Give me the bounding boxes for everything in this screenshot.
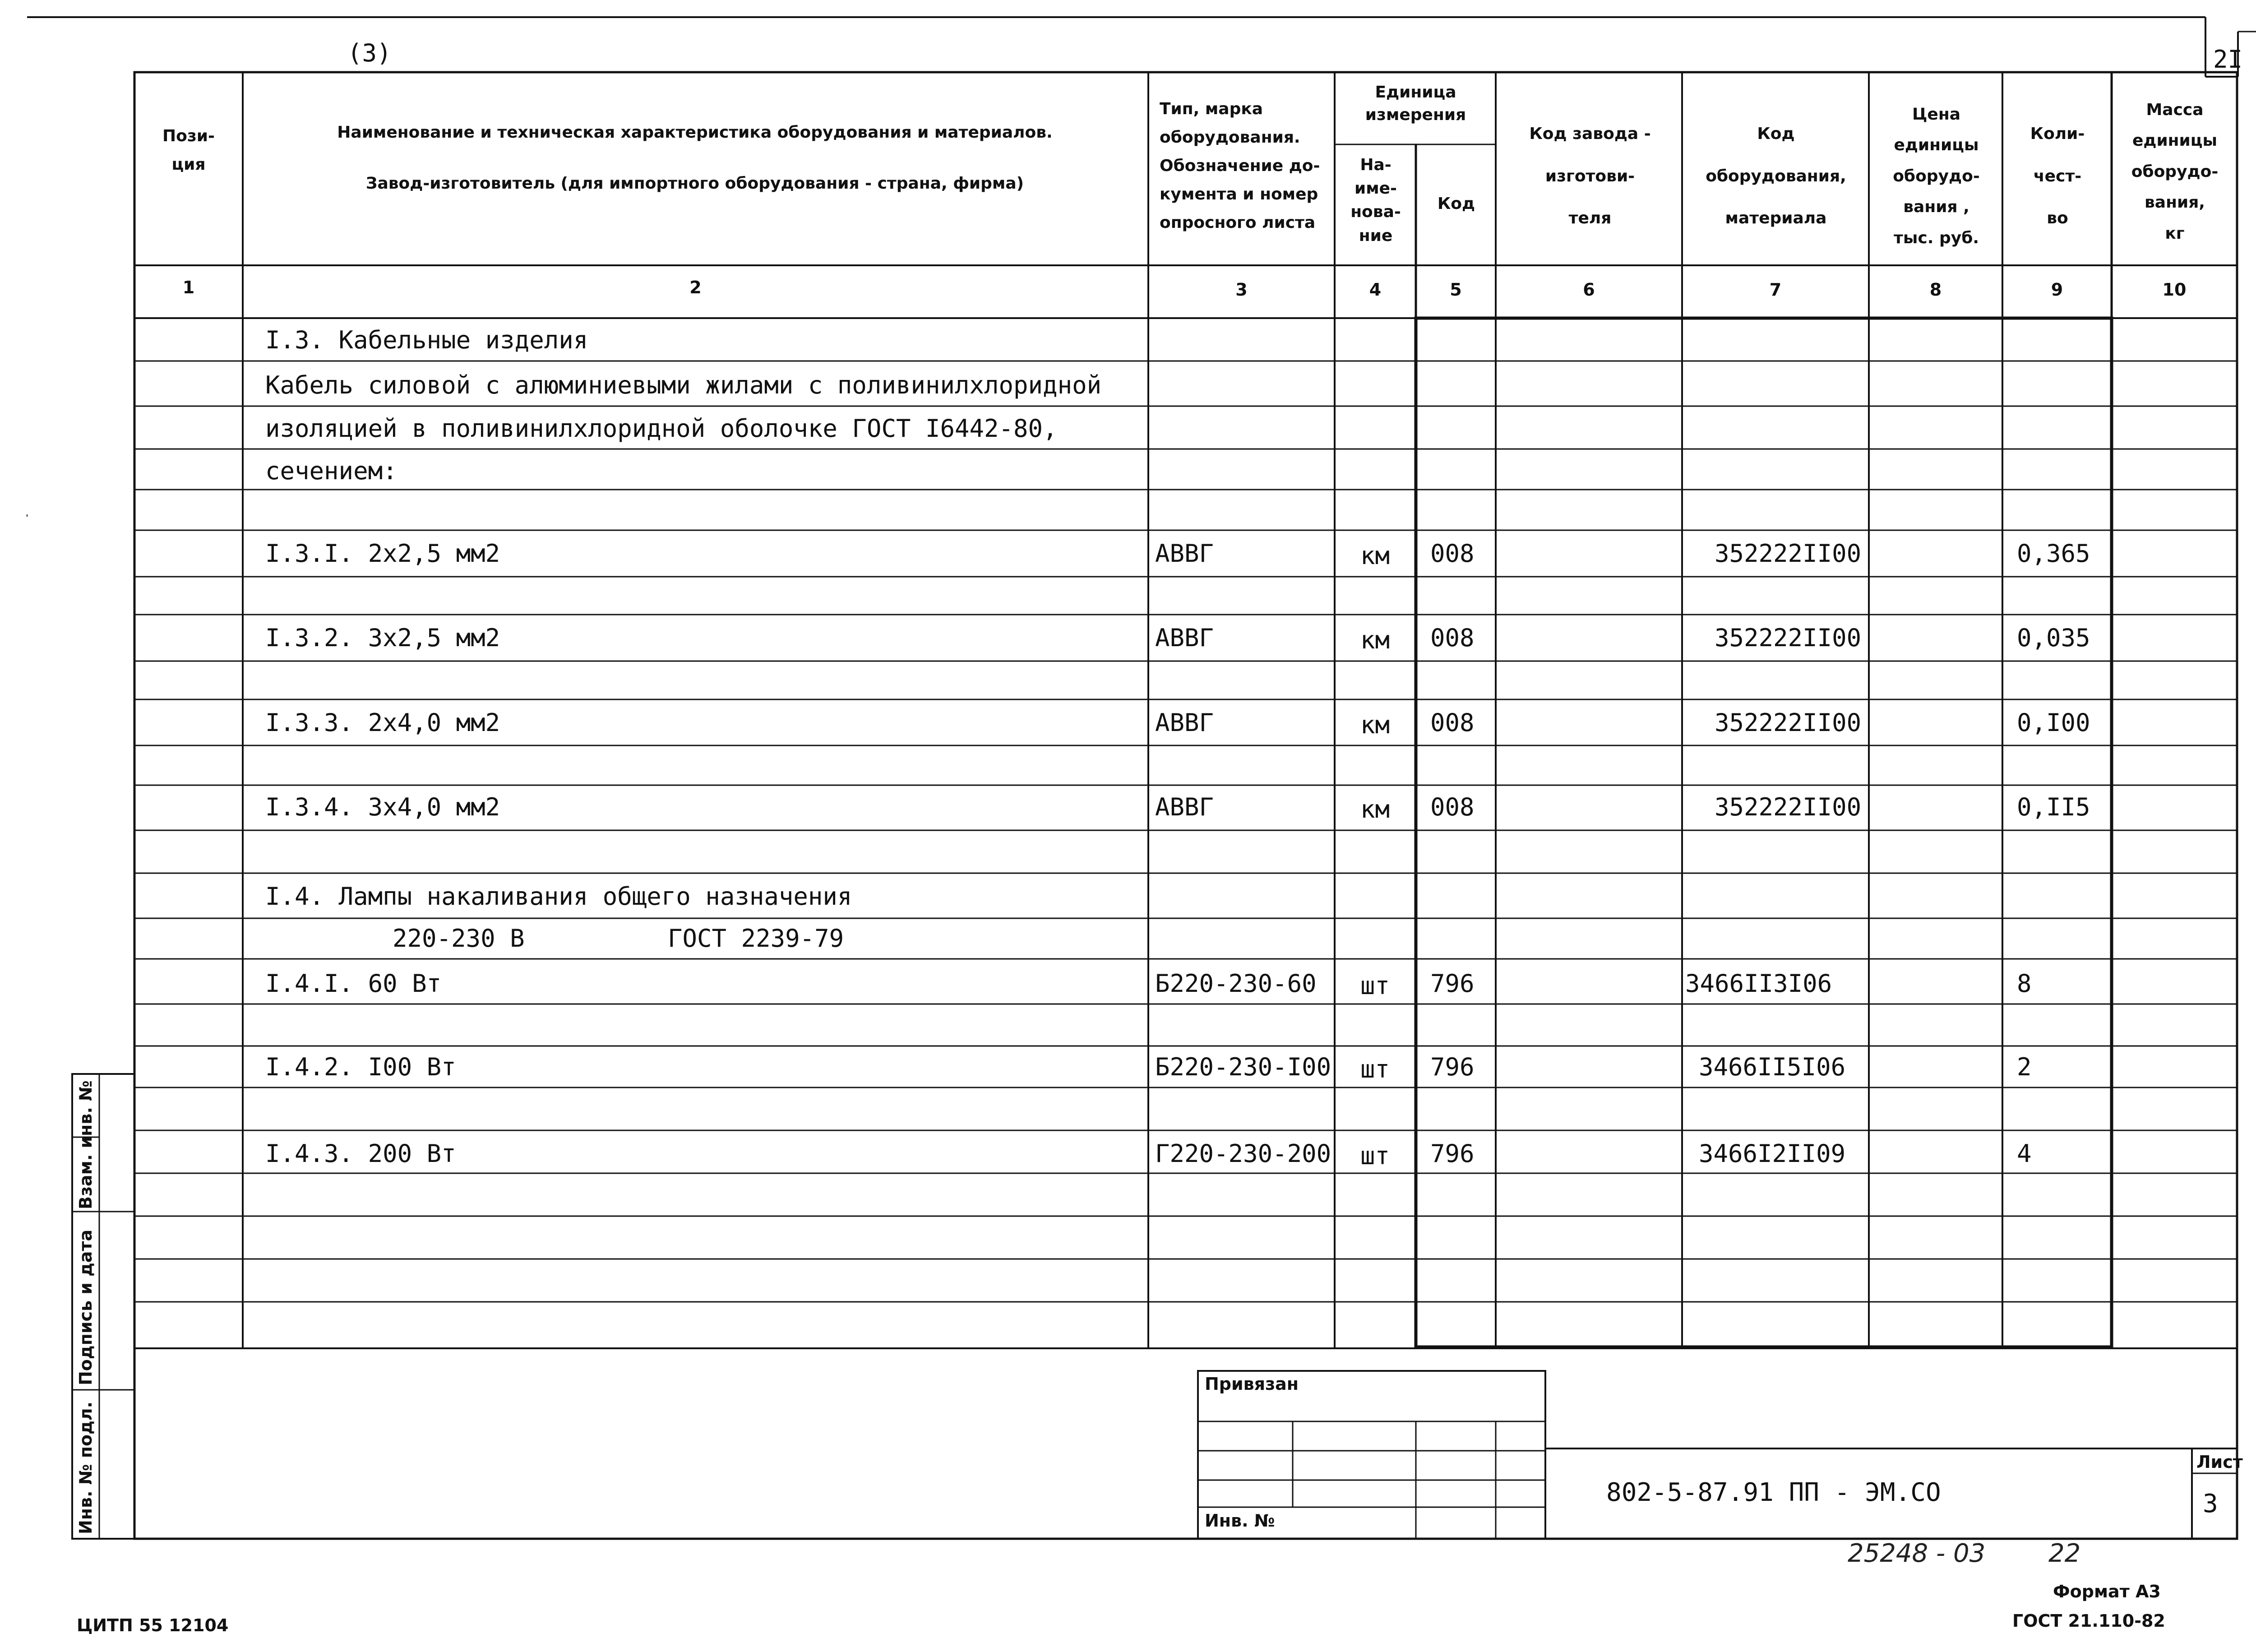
row-type: АВВГ [1155, 708, 1214, 737]
row-material-code: 3466I2II09 [1699, 1139, 1846, 1168]
col-number-8: 8 [1929, 280, 1942, 300]
row-section-cables: I.3. Кабельные изделия [265, 326, 588, 354]
row-type: АВВГ [1155, 793, 1214, 821]
side-label-podpis: Подпись и дата [76, 1229, 96, 1385]
gost-label: ГОСТ 21.110-82 [2012, 1611, 2165, 1631]
row-quantity: 0,I00 [2017, 708, 2090, 737]
row-unit: км [1360, 541, 1390, 570]
row-type: АВВГ [1155, 624, 1214, 652]
side-label-vzam: Взам. инв. № [76, 1080, 96, 1209]
row-unit-code: 008 [1430, 539, 1475, 568]
row-material-code: 352222II00 [1715, 539, 1862, 568]
row-unit: км [1360, 626, 1390, 654]
col-number-1: 1 [182, 278, 195, 297]
row-desc: I.3.2. 3х2,5 мм2 [265, 624, 500, 652]
header-name-line2: Завод-изготовитель (для импортного оборудования - страна, фирма) [365, 174, 1024, 193]
row-quantity: 4 [2017, 1139, 2032, 1168]
row-unit: шт [1360, 972, 1390, 1000]
header-name-line1: Наименование и техническая характеристика оборудования и материалов. [337, 123, 1053, 142]
side-label-inv-podl: Инв. № подл. [76, 1401, 96, 1534]
sheet-list-number: 3 [2203, 1489, 2218, 1518]
row-material-code: 3466II5I06 [1699, 1053, 1846, 1081]
row-quantity: 0,035 [2017, 624, 2090, 652]
row-quantity: 0,365 [2017, 539, 2090, 568]
row-desc: I.3.4. 3х4,0 мм2 [265, 793, 500, 821]
row-unit-code: 008 [1430, 793, 1475, 821]
row-unit-code: 796 [1430, 1139, 1475, 1168]
row-material-code: 3466II3I06 [1685, 969, 1832, 998]
header-type: Тип, марка оборудования. Обозначение до- кумента и номер опросного листа [1160, 100, 1320, 232]
row-type: Б220-230-60 [1155, 969, 1317, 998]
row-desc-line: изоляцией в поливинилхлоридной оболочке ГОСТ I6442-80, [265, 414, 1058, 443]
row-desc-line: Кабель силовой с алюминиевыми жилами с поливинилхлоридной [265, 371, 1102, 399]
col-number-5: 5 [1450, 280, 1462, 300]
header-material-code: Код оборудования, материала [1706, 125, 1846, 228]
header-price: Цена единицы оборудо- вания , тыс. руб. [1893, 105, 1980, 247]
row-type: Б220-230-I00 [1155, 1053, 1331, 1081]
sheet-label: Лист [2196, 1452, 2243, 1472]
header-position: Пози- ция [162, 127, 215, 174]
stamp-inv: Инв. № [1205, 1511, 1275, 1531]
row-quantity: 8 [2017, 969, 2032, 998]
col-number-7: 7 [1769, 280, 1782, 300]
col-number-9: 9 [2051, 280, 2063, 300]
row-desc-line: сечением: [265, 457, 398, 485]
stamp-left-code: ЦИТП 55 12104 [77, 1615, 229, 1635]
row-material-code: 352222II00 [1715, 793, 1862, 821]
stamp-privyazan: Привязан [1205, 1374, 1299, 1394]
row-unit: шт [1360, 1142, 1390, 1170]
row-unit: км [1360, 711, 1390, 739]
row-type: АВВГ [1155, 539, 1214, 568]
row-unit-code: 796 [1430, 969, 1475, 998]
row-material-code: 352222II00 [1715, 624, 1862, 652]
handwritten-page: 22 [2048, 1539, 2081, 1568]
row-desc-gost: ГОСТ 2239-79 [668, 924, 844, 953]
row-desc-voltage: 220-230 В [393, 924, 525, 953]
row-material-code: 352222II00 [1715, 708, 1862, 737]
header-maker-code: Код завода - изготови- теля [1529, 125, 1651, 228]
handwritten-number: 25248 - 03 [1848, 1539, 1986, 1568]
row-unit-code: 008 [1430, 708, 1475, 737]
row-desc: I.3.I. 2х2,5 мм2 [265, 539, 500, 568]
row-type: Г220-230-200 [1155, 1139, 1331, 1168]
row-unit-code: 796 [1430, 1053, 1475, 1081]
header-quantity: Коли- чест- во [2030, 125, 2085, 228]
row-unit: шт [1360, 1055, 1390, 1083]
col-number-4: 4 [1369, 280, 1382, 300]
document-code: 802-5-87.91 ПП - ЭМ.СО [1606, 1478, 1941, 1507]
sheet-number: 2I [2213, 45, 2243, 74]
row-desc: I.4.2. I00 Вт [265, 1053, 456, 1081]
col-number-10: 10 [2162, 280, 2187, 300]
col-number-2: 2 [689, 278, 702, 297]
row-desc: I.3.3. 2х4,0 мм2 [265, 708, 500, 737]
section-mark: (3) [347, 39, 392, 67]
row-quantity: 2 [2017, 1053, 2032, 1081]
row-unit-code: 008 [1430, 624, 1475, 652]
col-number-6: 6 [1583, 280, 1595, 300]
row-unit: км [1360, 795, 1390, 824]
format-label: Формат А3 [2053, 1582, 2161, 1601]
header-unit-code: Код [1437, 194, 1475, 213]
header-unit-name: На- име- нова- ние [1350, 156, 1401, 245]
row-desc: I.4.3. 200 Вт [265, 1139, 456, 1168]
row-quantity: 0,II5 [2017, 793, 2090, 821]
row-desc: I.4.I. 60 Вт [265, 969, 442, 998]
col-number-3: 3 [1235, 280, 1248, 300]
header-mass: Масса единицы оборудо- вания, кг [2131, 101, 2219, 243]
header-unit: Единица измерения [1365, 83, 1466, 125]
row-section-lamps: I.4. Лампы накаливания общего назначения [265, 882, 852, 911]
